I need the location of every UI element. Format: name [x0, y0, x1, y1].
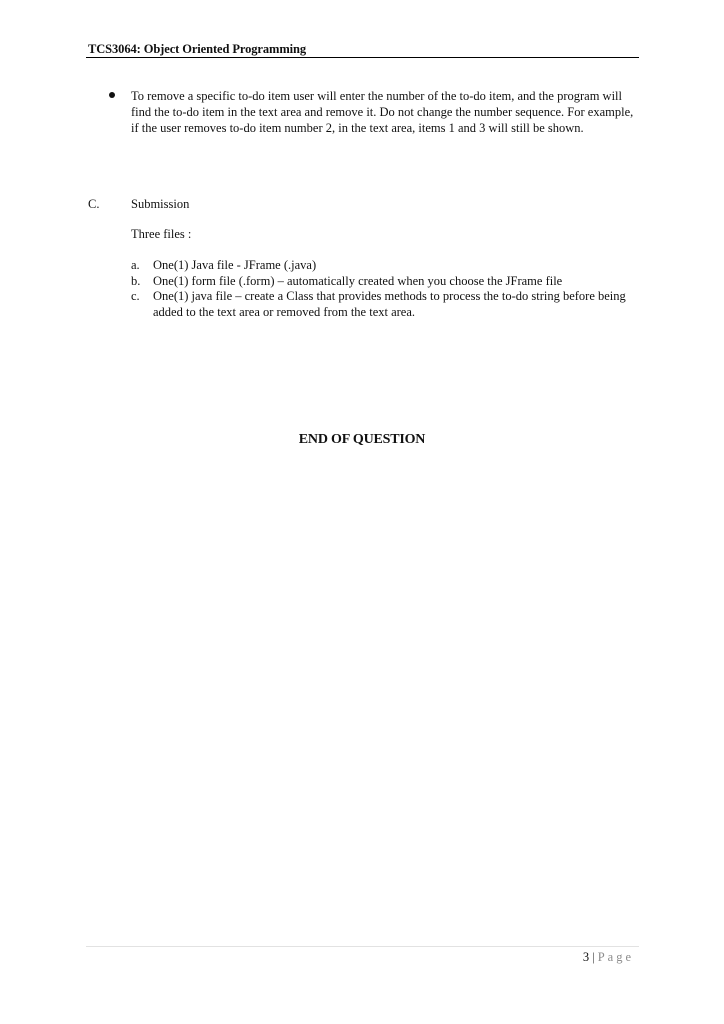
list-item-marker: a.	[131, 258, 140, 272]
list-item-text: One(1) form file (.form) – automatically created when you choose the JFrame file	[153, 273, 563, 288]
list-item	[131, 274, 641, 290]
section-intro: Three files :	[131, 227, 192, 241]
list-item	[131, 258, 641, 274]
footer-separator: |	[592, 950, 595, 964]
page-number: 3	[582, 950, 590, 964]
section-letter: C.	[88, 197, 100, 211]
page-footer	[583, 950, 634, 965]
list-item-marker: c.	[131, 289, 140, 303]
list-item-marker: b.	[131, 273, 141, 288]
list-item	[131, 289, 641, 320]
bullet-dot-icon	[109, 92, 115, 98]
section-title: Submission	[131, 197, 190, 211]
footer-divider	[86, 946, 639, 947]
list-item-text: One(1) Java file - JFrame (.java)	[153, 258, 317, 272]
submission-file-list	[131, 258, 641, 320]
list-item-text: One(1) java file – create a Class that provides methods to process the to-do string before being added to the text area or removed from the text area.	[153, 289, 626, 319]
end-of-question-heading: END OF QUESTION	[298, 432, 426, 447]
document-header-title: TCS3064: Object Oriented Programming	[88, 42, 307, 56]
bullet-paragraph: To remove a specific to-do item user will enter the number of the to-do item, and the program will find the to-do item in the text area and remove it. Do not change the number sequence. For example, if the user removes to-do item number 2, in the text area, items 1 and 3 will still be shown.	[131, 89, 634, 135]
header-divider	[86, 57, 639, 58]
page-label: Page	[597, 950, 634, 964]
